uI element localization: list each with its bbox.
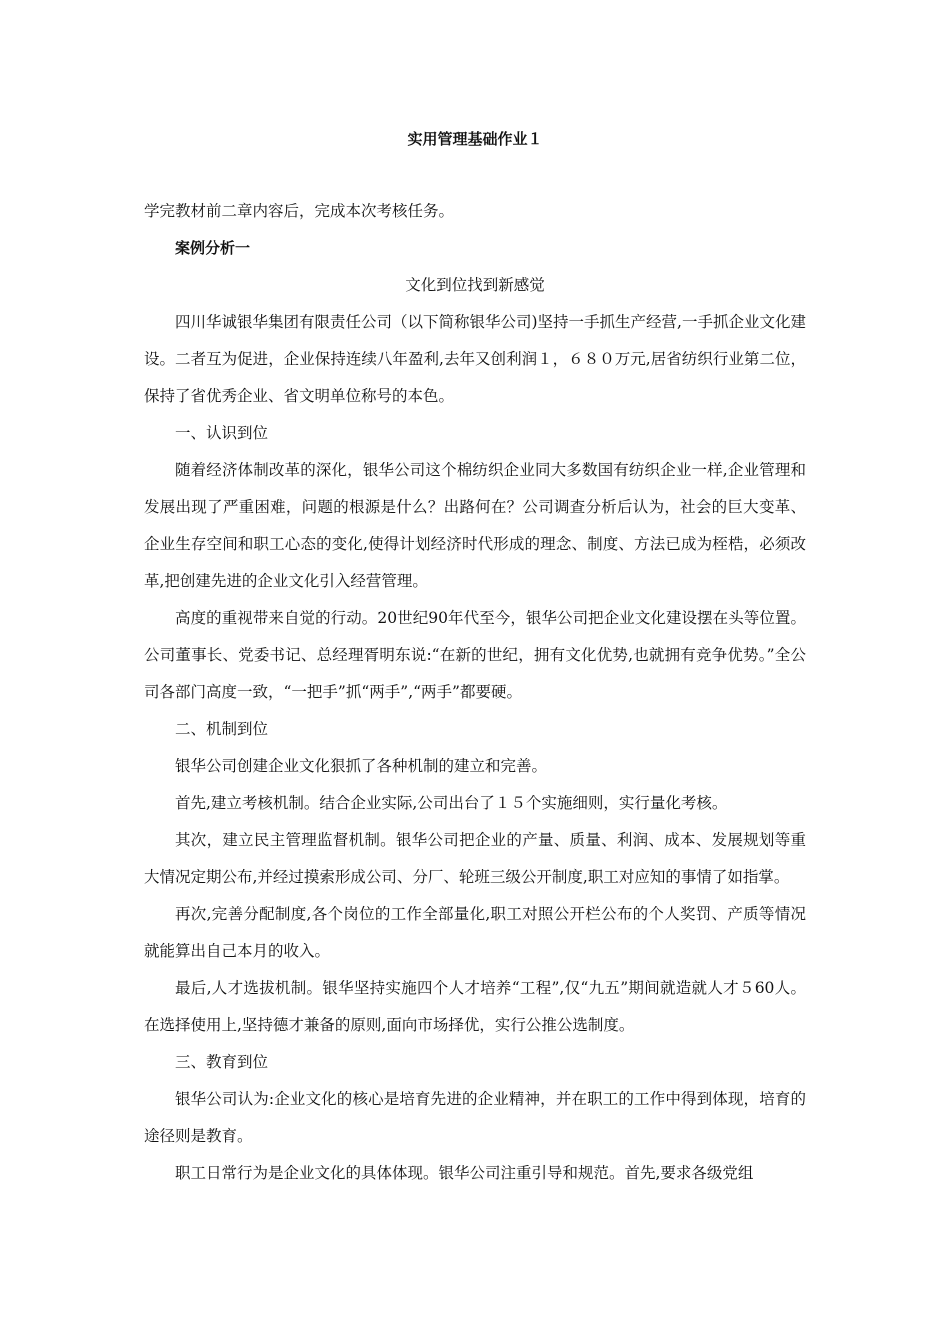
paragraph: 首先,建立考核机制。结合企业实际,公司出台了１５个实施细则，实行量化考核。	[175, 794, 728, 812]
section-heading: 三、教育到位	[175, 1053, 269, 1071]
document-body	[144, 193, 806, 1192]
paragraph: 随着经济体制改革的深化，银华公司这个棉纺织企业同大多数国有纺织企业一样,企业管理和发展出现了严重困难，问题的根源是什么？出路何在？公司调查分析后认为，社会的巨大变革、企业生存空间和职工心态的变化,使得计划经济时代形成的理念、制度、方法已成为桎梏，必须改革,把创建先进的企业文化引入经营管理。	[144, 461, 806, 590]
paragraph: 再次,完善分配制度,各个岗位的工作全部量化,职工对照公开栏公布的个人奖罚、产质等情况就能算出自己本月的收入。	[144, 905, 806, 960]
case-heading: 案例分析一	[175, 239, 251, 257]
section-heading: 一、认识到位	[175, 424, 269, 442]
case-title: 文化到位找到新感觉	[405, 276, 545, 294]
paragraph: 银华公司认为:企业文化的核心是培育先进的企业精神，并在职工的工作中得到体现，培育的途径则是教育。	[144, 1090, 806, 1145]
paragraph: 职工日常行为是企业文化的具体体现。银华公司注重引导和规范。首先,要求各级党组	[175, 1164, 754, 1182]
section-heading: 二、机制到位	[175, 720, 269, 738]
intro-text: 学完教材前二章内容后，完成本次考核任务。	[144, 202, 455, 220]
paragraph: 其次，建立民主管理监督机制。银华公司把企业的产量、质量、利润、成本、发展规划等重大情况定期公布,并经过摸索形成公司、分厂、轮班三级公开制度,职工对应知的事情了如指掌。	[144, 831, 806, 886]
paragraph: 四川华诚银华集团有限责任公司（以下简称银华公司)坚持一手抓生产经营,一手抓企业文化建设。二者互为促进，企业保持连续八年盈利,去年又创利润１，６８０万元,居省纺织行业第二位，保持了省优秀企业、省文明单位称号的本色。	[144, 313, 806, 405]
paragraph: 最后,人才选拔机制。银华坚持实施四个人才培养“工程”,仅“九五”期间就造就人才５60人。在选择使用上,坚持德才兼备的原则,面向市场择优，实行公推公选制度。	[144, 979, 806, 1034]
paragraph: 银华公司创建企业文化狠抓了各种机制的建立和完善。	[175, 757, 548, 775]
document-title: 实用管理基础作业１	[407, 130, 543, 148]
paragraph: 高度的重视带来自觉的行动。20世纪90年代至今，银华公司把企业文化建设摆在头等位置。公司董事长、党委书记、总经理胥明东说:“在新的世纪，拥有文化优势,也就拥有竞争优势。”全公司各部门高度一致，“一把手”抓“两手”,“两手”都要硬。	[144, 609, 806, 701]
